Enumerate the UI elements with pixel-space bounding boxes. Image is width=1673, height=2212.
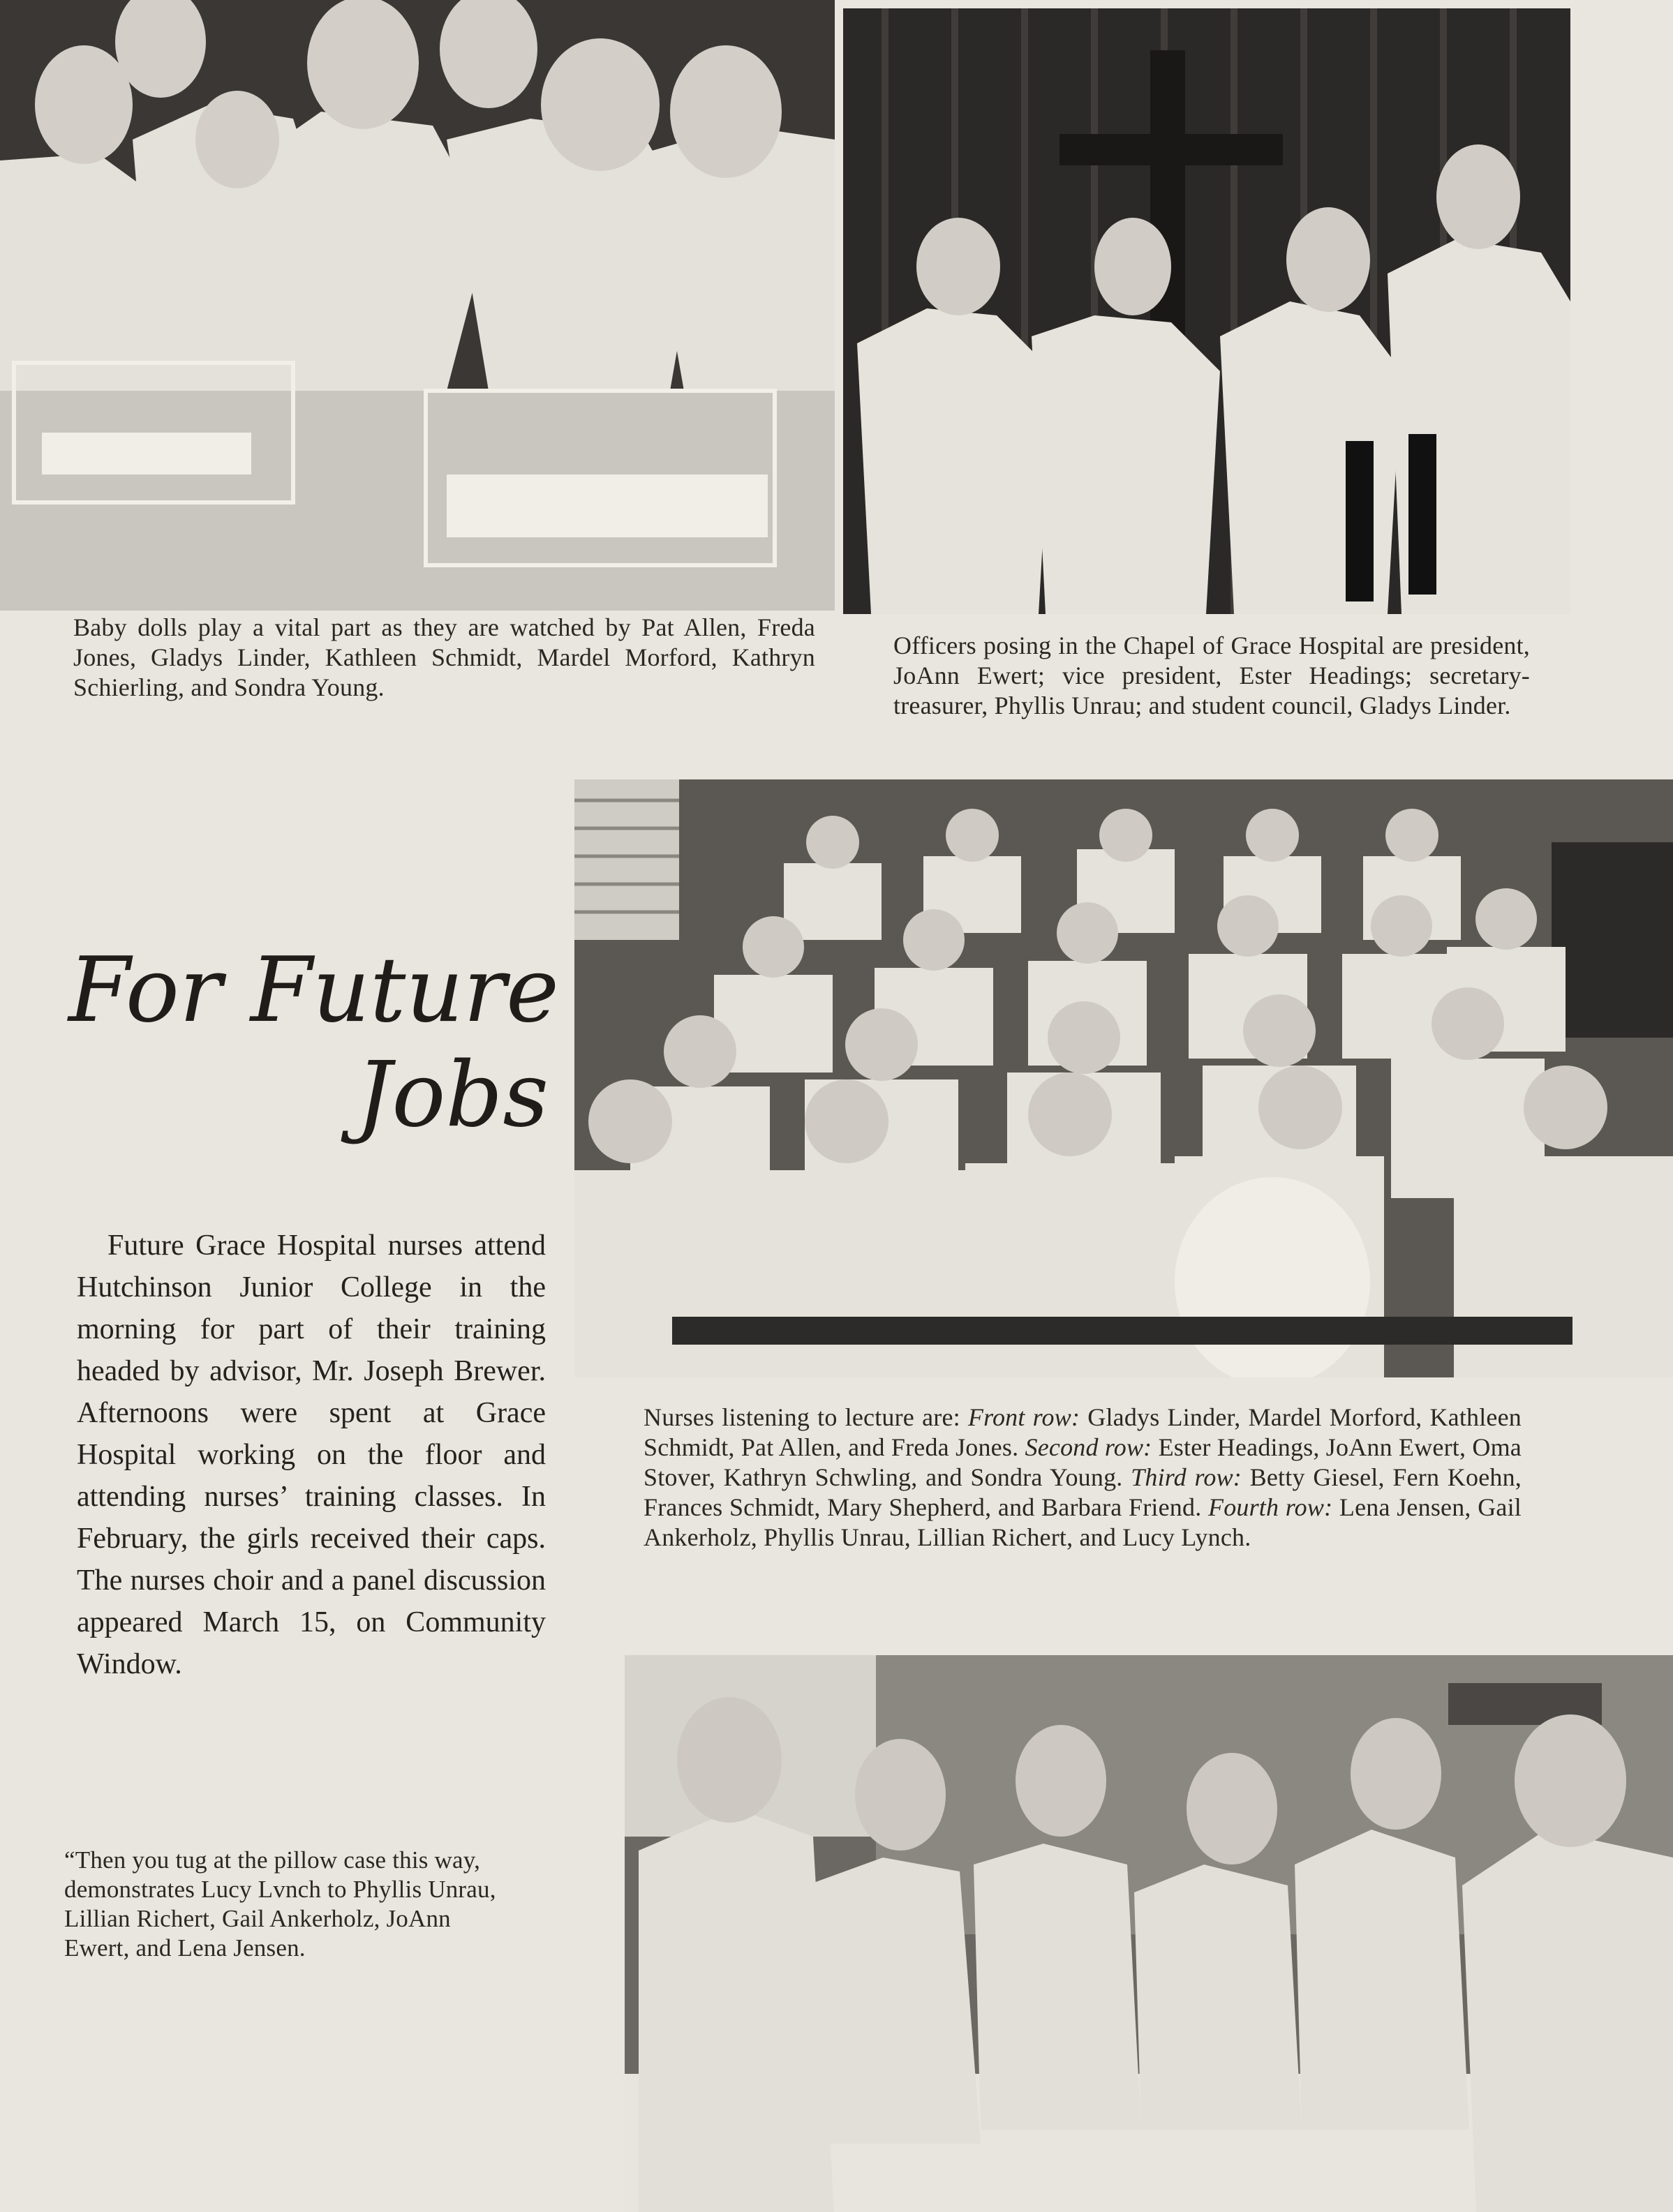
page-title-line-2: Jobs bbox=[356, 1043, 549, 1147]
caption-lecture-rows bbox=[644, 1403, 1522, 1553]
caption-officers: Officers posing in the Chapel of Grace Hospital are president, JoAnn Ewert; vice president, Ester Headings; secretary-treasurer, Phyllis Unrau; and student council, Gladys Linder. bbox=[893, 632, 1530, 719]
photo-pillow-case-demonstration bbox=[625, 1655, 1673, 2212]
row-label-fourth: Fourth row: bbox=[1208, 1493, 1333, 1521]
page-title-line-1: For Future bbox=[68, 939, 559, 1043]
caption-lecture-intro: Nurses listening to lecture are: bbox=[644, 1403, 968, 1431]
row-label-second: Second row: bbox=[1025, 1433, 1152, 1461]
row-label-front: Front row: bbox=[967, 1403, 1080, 1431]
row-names-second: Ester Headings, JoAnn Ewert, Oma Stover, Kathryn Schwling, and Sondra Young. bbox=[644, 1433, 1522, 1491]
row-label-third: Third row: bbox=[1131, 1463, 1242, 1491]
photo-nurses-with-baby-dolls bbox=[0, 0, 835, 611]
row-names-front: Gladys Linder, Mardel Morford, Kathleen Schmidt, Pat Allen, and Freda Jones. bbox=[644, 1403, 1522, 1461]
photo-nurses-at-lecture bbox=[574, 779, 1673, 1377]
row-names-third: Betty Giesel, Fern Koehn, Frances Schmidt, Mary Shepherd, and Barbara Friend. bbox=[644, 1463, 1522, 1521]
article-body: Future Grace Hospital nurses attend Hutchinson Junior College in the morning for part of their training headed by advisor, Mr. Joseph Brewer. Afternoons were spent at Grace Hospital working on the floor and attending nurses’ training classes. In February, the girls received their caps. The nurses choir and a panel discussion appeared March 15, on Community Window. bbox=[77, 1230, 546, 1680]
caption-pillow-case: “Then you tug at the pillow case this way, demonstrates Lucy Lvnch to Phyllis Unrau, Lillian Richert, Gail Ankerholz, JoAnn Ewert, and Lena Jensen. bbox=[64, 1846, 496, 1961]
row-names-fourth: Lena Jensen, Gail Ankerholz, Phyllis Unrau, Lillian Richert, and Lucy Lynch. bbox=[644, 1493, 1522, 1551]
photo-officers-in-chapel bbox=[843, 8, 1570, 614]
caption-baby-dolls: Baby dolls play a vital part as they are watched by Pat Allen, Freda Jones, Gladys Linder, Kathleen Schmidt, Mardel Morford, Kathryn Schierling, and Sondra Young. bbox=[73, 613, 815, 701]
